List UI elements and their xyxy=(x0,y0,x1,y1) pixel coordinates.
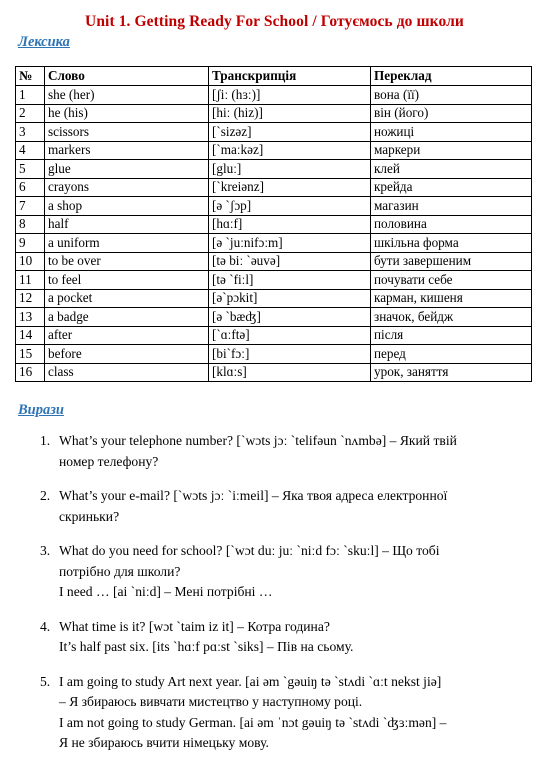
word-cell: scissors xyxy=(45,123,209,142)
phrases-heading: Вирази xyxy=(18,402,64,418)
transcription-cell: [ˋɑːftə] xyxy=(209,326,371,345)
translation-cell: крейда xyxy=(371,178,532,197)
table-row xyxy=(16,234,532,253)
header-number: № xyxy=(16,67,45,86)
table-header-row xyxy=(16,67,532,86)
table-row xyxy=(16,123,532,142)
phrase-item xyxy=(0,486,529,527)
row-number: 9 xyxy=(16,234,45,253)
phrase-line: номер телефону? xyxy=(59,453,159,469)
phrase-line: I am going to study Art next year. [ai əm ˋgəuiŋ tə ˋstʌdi ˋɑːt nekst jiə] xyxy=(59,673,442,689)
phrases-list xyxy=(0,431,529,768)
transcription-cell: [ˋsizəz] xyxy=(209,123,371,142)
phrase-line: потрібно для школи? xyxy=(59,563,181,579)
page-title: Unit 1. Getting Ready For School / Готуємось до школи xyxy=(85,13,464,30)
phrase-number: 2. xyxy=(40,488,51,503)
word-cell: a shop xyxy=(45,197,209,216)
word-cell: half xyxy=(45,215,209,234)
translation-cell: почувати себе xyxy=(371,271,532,290)
row-number: 8 xyxy=(16,215,45,234)
header-transcription: Транскрипція xyxy=(209,67,371,86)
word-cell: markers xyxy=(45,141,209,160)
word-cell: he (his) xyxy=(45,104,209,123)
table-row xyxy=(16,86,532,105)
phrase-line: What do you need for school? [ˋwɔt duː juː ˋniːd fɔː ˋskuːl] – Що тобі xyxy=(59,543,440,558)
phrase-line: What’s your e-mail? [ˋwɔts jɔː ˋiːmeil] – Яка твоя адреса електронної xyxy=(59,488,448,503)
row-number: 3 xyxy=(16,123,45,142)
translation-cell: клей xyxy=(371,160,532,179)
table-row xyxy=(16,215,532,234)
translation-cell: бути завершеним xyxy=(371,252,532,271)
transcription-cell: [ə ˋjuːnifɔːm] xyxy=(209,234,371,253)
translation-cell: значок, бейдж xyxy=(371,308,532,327)
transcription-cell: [hɑːf] xyxy=(209,215,371,234)
row-number: 5 xyxy=(16,160,45,179)
table-row xyxy=(16,197,532,216)
phrase-number: 4. xyxy=(40,618,51,634)
phrase-item xyxy=(0,617,529,658)
translation-cell: карман, кишеня xyxy=(371,289,532,308)
translation-cell: вона (її) xyxy=(371,86,532,105)
transcription-cell: [gluː] xyxy=(209,160,371,179)
phrase-line: I am not going to study German. [ai əm ˈnɔt gəuiŋ tə ˋstʌdi ˋʤɜːmən] – xyxy=(59,714,447,730)
word-cell: before xyxy=(45,345,209,364)
header-word: Слово xyxy=(45,67,209,86)
table-row xyxy=(16,104,532,123)
translation-cell: перед xyxy=(371,345,532,364)
transcription-cell: [ʃiː (hɜː)] xyxy=(209,86,371,105)
row-number: 11 xyxy=(16,271,45,290)
word-cell: glue xyxy=(45,160,209,179)
transcription-cell: [ˋmaːkəz] xyxy=(209,141,371,160)
row-number: 6 xyxy=(16,178,45,197)
vocabulary-table-body xyxy=(16,86,532,382)
transcription-cell: [hiː (hiz)] xyxy=(209,104,371,123)
translation-cell: ножиці xyxy=(371,123,532,142)
transcription-cell: [tə biː ˋəuvə] xyxy=(209,252,371,271)
word-cell: class xyxy=(45,363,209,382)
phrase-line: Я не збираюсь вчити німецьку мову. xyxy=(59,735,269,750)
row-number: 4 xyxy=(16,141,45,160)
word-cell: after xyxy=(45,326,209,345)
word-cell: a pocket xyxy=(45,289,209,308)
row-number: 1 xyxy=(16,86,45,105)
table-row xyxy=(16,178,532,197)
phrase-line: What’s your telephone number? [ˋwɔts jɔː ˋtelifəun ˋnʌmbə] – Який твій xyxy=(59,433,457,448)
row-number: 13 xyxy=(16,308,45,327)
word-cell: a badge xyxy=(45,308,209,327)
translation-cell: половина xyxy=(371,215,532,234)
word-cell: a uniform xyxy=(45,234,209,253)
row-number: 15 xyxy=(16,345,45,364)
word-cell: to feel xyxy=(45,271,209,290)
table-row xyxy=(16,141,532,160)
transcription-cell: [əˋpɔkit] xyxy=(209,289,371,308)
table-row xyxy=(16,252,532,271)
row-number: 16 xyxy=(16,363,45,382)
word-cell: crayons xyxy=(45,178,209,197)
phrase-number: 3. xyxy=(40,543,51,558)
table-row xyxy=(16,160,532,179)
row-number: 2 xyxy=(16,104,45,123)
translation-cell: урок, заняття xyxy=(371,363,532,382)
row-number: 12 xyxy=(16,289,45,308)
word-cell: she (her) xyxy=(45,86,209,105)
phrase-item xyxy=(0,672,529,754)
transcription-cell: [tə ˋfiːl] xyxy=(209,271,371,290)
transcription-cell: [klɑːs] xyxy=(209,363,371,382)
transcription-cell: [ə ˋbæʤ] xyxy=(209,308,371,327)
table-row xyxy=(16,345,532,364)
row-number: 14 xyxy=(16,326,45,345)
phrase-number: 1. xyxy=(40,433,51,448)
phrase-line: – Я збираюсь вивчати мистецтво у наступному році. xyxy=(59,694,363,709)
translation-cell: він (його) xyxy=(371,104,532,123)
transcription-cell: [ə ˋʃɔp] xyxy=(209,197,371,216)
translation-cell: магазин xyxy=(371,197,532,216)
phrase-line: I need … [ai ˋniːd] – Мені потрібні … xyxy=(59,584,273,599)
vocabulary-heading: Лексика xyxy=(18,34,70,50)
table-row xyxy=(16,326,532,345)
phrase-line: What time is it? [wɔt ˋtaim iz it] – Котра година? xyxy=(59,618,330,634)
phrase-item xyxy=(0,431,529,472)
table-row xyxy=(16,308,532,327)
row-number: 10 xyxy=(16,252,45,271)
transcription-cell: [biˋfɔː] xyxy=(209,345,371,364)
table-row xyxy=(16,271,532,290)
translation-cell: шкільна форма xyxy=(371,234,532,253)
translation-cell: маркери xyxy=(371,141,532,160)
table-row xyxy=(16,289,532,308)
table-row xyxy=(16,363,532,382)
row-number: 7 xyxy=(16,197,45,216)
phrase-line: It’s half past six. [its ˋhɑːf pɑːst ˋsiks] – Пів на сьому. xyxy=(59,639,354,654)
phrase-number: 5. xyxy=(40,673,51,689)
phrase-item xyxy=(0,541,529,603)
transcription-cell: [ˋkreiənz] xyxy=(209,178,371,197)
phrase-line: скриньки? xyxy=(59,508,120,524)
translation-cell: після xyxy=(371,326,532,345)
word-cell: to be over xyxy=(45,252,209,271)
vocabulary-table xyxy=(15,66,532,382)
header-translation: Переклад xyxy=(371,67,532,86)
